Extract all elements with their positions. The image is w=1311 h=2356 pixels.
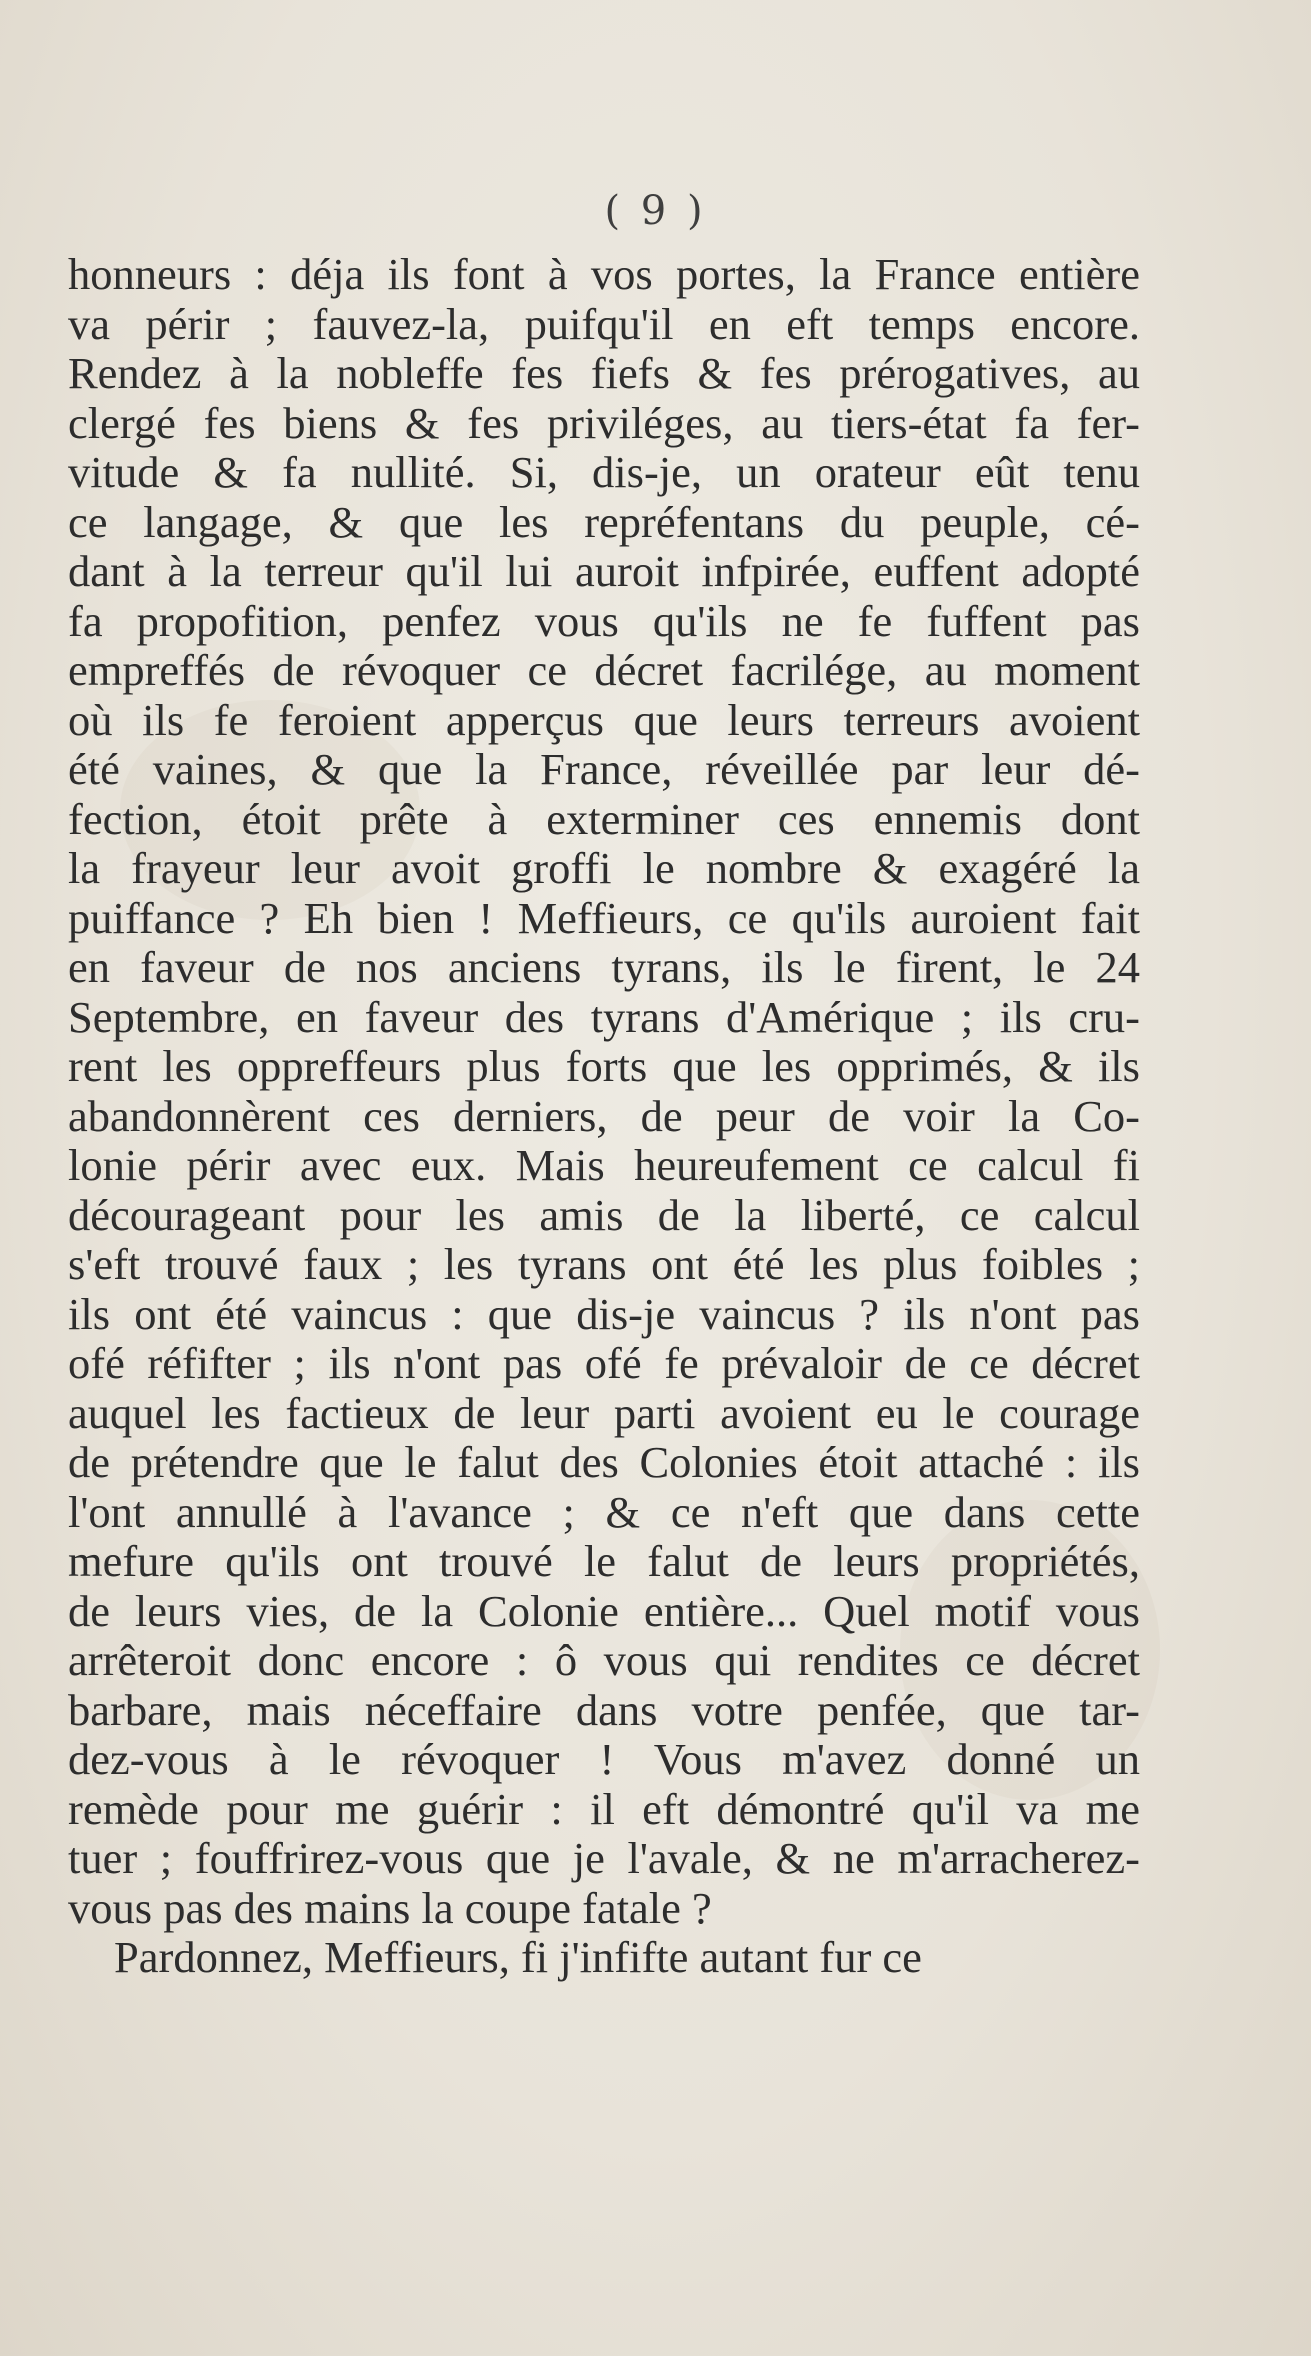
text-line: Septembre, en faveur des tyrans d'Amérique ; ils cru- bbox=[68, 991, 1140, 1042]
text-line: empreffés de révoquer ce décret facrilége, au moment bbox=[68, 645, 1140, 695]
text-line: où ils fe feroient apperçus que leurs terreurs avoient bbox=[68, 694, 1140, 745]
text-line: dez-vous à le révoquer ! Vous m'avez donné un bbox=[68, 1734, 1140, 1784]
text-line: vitude & fa nullité. Si, dis-je, un orateur eût tenu bbox=[68, 447, 1140, 497]
text-line: honneurs : déja ils font à vos portes, la France entière bbox=[68, 249, 1140, 299]
text-line: été vaines, & que la France, réveillée par leur dé- bbox=[68, 744, 1140, 794]
text-line: Rendez à la nobleffe fes fiefs & fes prérogatives, au bbox=[68, 348, 1140, 398]
text-line: va périr ; fauvez-la, puifqu'il en eft temps encore. bbox=[68, 298, 1140, 349]
text-line: vous pas des mains la coupe fatale ? bbox=[68, 1882, 712, 1933]
text-line: en faveur de nos anciens tyrans, ils le firent, le 24 bbox=[68, 942, 1140, 992]
text-line: tuer ; fouffrirez-vous que je l'avale, & ne m'arracherez- bbox=[68, 1833, 1140, 1883]
text-line: fection, étoit prête à exterminer ces ennemis dont bbox=[68, 793, 1140, 844]
text-line: ce langage, & que les repréfentans du peuple, cé- bbox=[68, 496, 1140, 547]
page-number: ( 9 ) bbox=[604, 188, 707, 234]
text-line: auquel les factieux de leur parti avoient eu le courage bbox=[68, 1387, 1140, 1438]
text-line: arrêteroit donc encore : ô vous qui rendites ce décret bbox=[68, 1635, 1140, 1685]
text-line: Pardonnez, Meffieurs, fi j'infifte autant fur ce bbox=[114, 1932, 922, 1982]
text-line: la frayeur leur avoit groffi le nombre & exagéré la bbox=[68, 843, 1140, 893]
text-line: puiffance ? Eh bien ! Meffieurs, ce qu'ils auroient fait bbox=[68, 892, 1140, 943]
text-line: décourageant pour les amis de la liberté, ce calcul bbox=[68, 1189, 1140, 1240]
text-line: mefure qu'ils ont trouvé le falut de leurs propriétés, bbox=[68, 1536, 1140, 1586]
text-line: ils ont été vaincus : que dis-je vaincus ? ils n'ont pas bbox=[68, 1288, 1140, 1339]
text-line: de leurs vies, de la Colonie entière... Quel motif vous bbox=[68, 1585, 1140, 1636]
text-line: ofé réfifter ; ils n'ont pas ofé fe prévaloir de ce décret bbox=[68, 1338, 1140, 1388]
text-line: remède pour me guérir : il eft démontré qu'il va me bbox=[68, 1783, 1140, 1834]
text-line: de prétendre que le falut des Colonies étoit attaché : ils bbox=[68, 1437, 1140, 1487]
text-line: rent les oppreffeurs plus forts que les opprimés, & ils bbox=[68, 1041, 1140, 1091]
text-line: clergé fes biens & fes priviléges, au tiers-état fa fer- bbox=[68, 397, 1140, 448]
text-line: lonie périr avec eux. Mais heureufement ce calcul fi bbox=[68, 1140, 1140, 1190]
text-line: s'eft trouvé faux ; les tyrans ont été les plus foibles ; bbox=[68, 1239, 1140, 1289]
page-body-text bbox=[68, 250, 1140, 1983]
text-line: abandonnèrent ces derniers, de peur de voir la Co- bbox=[68, 1090, 1140, 1141]
text-line: dant à la terreur qu'il lui auroit infpirée, euffent adopté bbox=[68, 546, 1140, 596]
text-line: barbare, mais néceffaire dans votre penfée, que tar- bbox=[68, 1684, 1140, 1735]
text-line: l'ont annullé à l'avance ; & ce n'eft que dans cette bbox=[68, 1486, 1140, 1537]
text-line: fa propofition, penfez vous qu'ils ne fe fuffent pas bbox=[68, 595, 1140, 646]
